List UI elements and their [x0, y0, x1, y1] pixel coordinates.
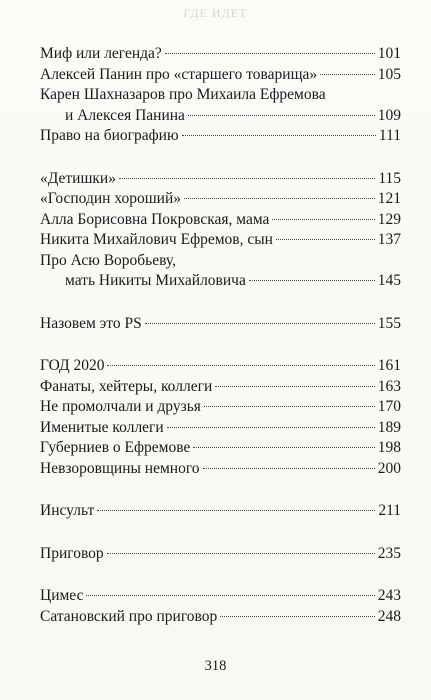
section-gap — [40, 292, 401, 314]
toc-entry-page: 129 — [377, 210, 401, 228]
dot-leader — [272, 219, 374, 220]
toc-entry — [40, 377, 401, 398]
toc-entry-title: Фанаты, хейтеры, коллеги — [40, 377, 213, 395]
toc-entry-page: 101 — [377, 45, 401, 62]
section-gap — [40, 147, 401, 169]
toc-entry-title: «Господин хороший» — [40, 190, 181, 207]
toc-entry-page: 189 — [377, 418, 401, 436]
toc-entry-page: 155 — [377, 314, 401, 332]
dot-leader — [320, 74, 375, 75]
dot-leader — [119, 178, 375, 179]
toc-entry-page: 235 — [377, 544, 401, 562]
dot-leader — [107, 553, 375, 554]
toc-entry — [40, 438, 401, 459]
toc-entry-title: Никита Михайлович Ефремов, сын — [40, 231, 273, 248]
toc-entry — [40, 501, 401, 522]
toc-entry-title: Приговор — [40, 544, 104, 562]
toc-entry-page: 121 — [377, 190, 401, 207]
toc-entry-page: 163 — [377, 377, 401, 395]
toc-entry — [40, 418, 401, 439]
dot-leader — [107, 365, 374, 366]
dot-leader — [220, 616, 374, 617]
dot-leader — [276, 239, 375, 240]
dot-leader — [203, 468, 375, 469]
section-gap — [40, 334, 401, 356]
toc-entry-page: 198 — [377, 439, 401, 456]
dot-leader — [165, 53, 375, 54]
toc-entry-page: 111 — [378, 127, 401, 144]
toc-entry-title: Цимес — [40, 587, 84, 604]
toc-entry — [40, 126, 401, 147]
toc-entry-page: 109 — [377, 106, 401, 124]
toc-entry-title: «Детишки» — [40, 169, 116, 187]
toc-entry — [40, 169, 401, 190]
toc-entry-page: 211 — [378, 502, 401, 519]
toc-entry-title: ГОД 2020 — [40, 357, 105, 374]
toc-entry — [40, 189, 401, 210]
toc-entry-page: 115 — [378, 169, 401, 187]
toc-entry-title: Инсульт — [40, 502, 95, 519]
toc-entry — [40, 314, 401, 335]
dot-leader — [249, 280, 375, 281]
table-of-contents — [40, 44, 401, 627]
toc-entry — [40, 85, 401, 126]
toc-entry-title: Назовем это PS — [40, 314, 142, 332]
toc-entry-title: мать Никиты Михайловича — [65, 272, 246, 289]
toc-entry — [40, 210, 401, 231]
toc-entry — [40, 607, 401, 628]
dot-leader — [215, 386, 375, 387]
toc-entry-page: 145 — [377, 272, 401, 289]
toc-entry-title: Миф или легенда? — [40, 45, 162, 62]
running-header-bleed: ГДЕ ИДЕТ — [183, 6, 248, 20]
page-number: 318 — [204, 658, 227, 674]
toc-entry-title: Сатановский про приговор — [40, 607, 218, 625]
toc-entry-title: Губерниев о Ефремове — [40, 439, 191, 456]
dot-leader — [145, 323, 375, 324]
toc-entry-page: 248 — [377, 607, 401, 625]
toc-entry — [40, 44, 401, 65]
toc-entry-title: Алла Борисовна Покровская, мама — [40, 210, 270, 228]
toc-entry-page: 105 — [377, 65, 401, 83]
toc-entry — [40, 65, 401, 86]
toc-entry-title: Право на биографию — [40, 127, 179, 144]
dot-leader — [184, 198, 375, 199]
toc-entry-title-line1: Про Асю Воробьеву, — [40, 251, 176, 269]
toc-entry-page: 137 — [377, 231, 401, 248]
toc-entry-page: 170 — [377, 398, 401, 415]
toc-entry-page: 243 — [377, 587, 401, 604]
dot-leader — [182, 135, 376, 136]
toc-entry — [40, 251, 401, 292]
toc-entry-title: Невзоровщины немного — [40, 459, 200, 477]
toc-entry-title: Алексей Панин про «старшего товарища» — [40, 65, 318, 83]
section-gap — [40, 522, 401, 544]
dot-leader — [167, 427, 375, 428]
toc-entry-title: Именитые коллеги — [40, 418, 164, 436]
toc-entry-page: 200 — [377, 459, 401, 477]
toc-entry-page: 161 — [377, 357, 401, 374]
section-gap — [40, 564, 401, 586]
dot-leader — [86, 595, 374, 596]
dot-leader — [97, 510, 375, 511]
toc-entry — [40, 459, 401, 480]
toc-entry-title: Не промолчали и друзья — [40, 398, 201, 415]
dot-leader — [188, 115, 375, 116]
toc-entry-title: и Алексея Панина — [65, 106, 185, 124]
section-gap — [40, 479, 401, 501]
toc-entry — [40, 544, 401, 565]
toc-entry-title-line1: Карен Шахназаров про Михаила Ефремова — [40, 86, 326, 103]
toc-entry — [40, 356, 401, 377]
toc-entry — [40, 397, 401, 418]
dot-leader — [193, 447, 374, 448]
toc-entry — [40, 230, 401, 251]
dot-leader — [204, 406, 375, 407]
toc-entry — [40, 586, 401, 607]
